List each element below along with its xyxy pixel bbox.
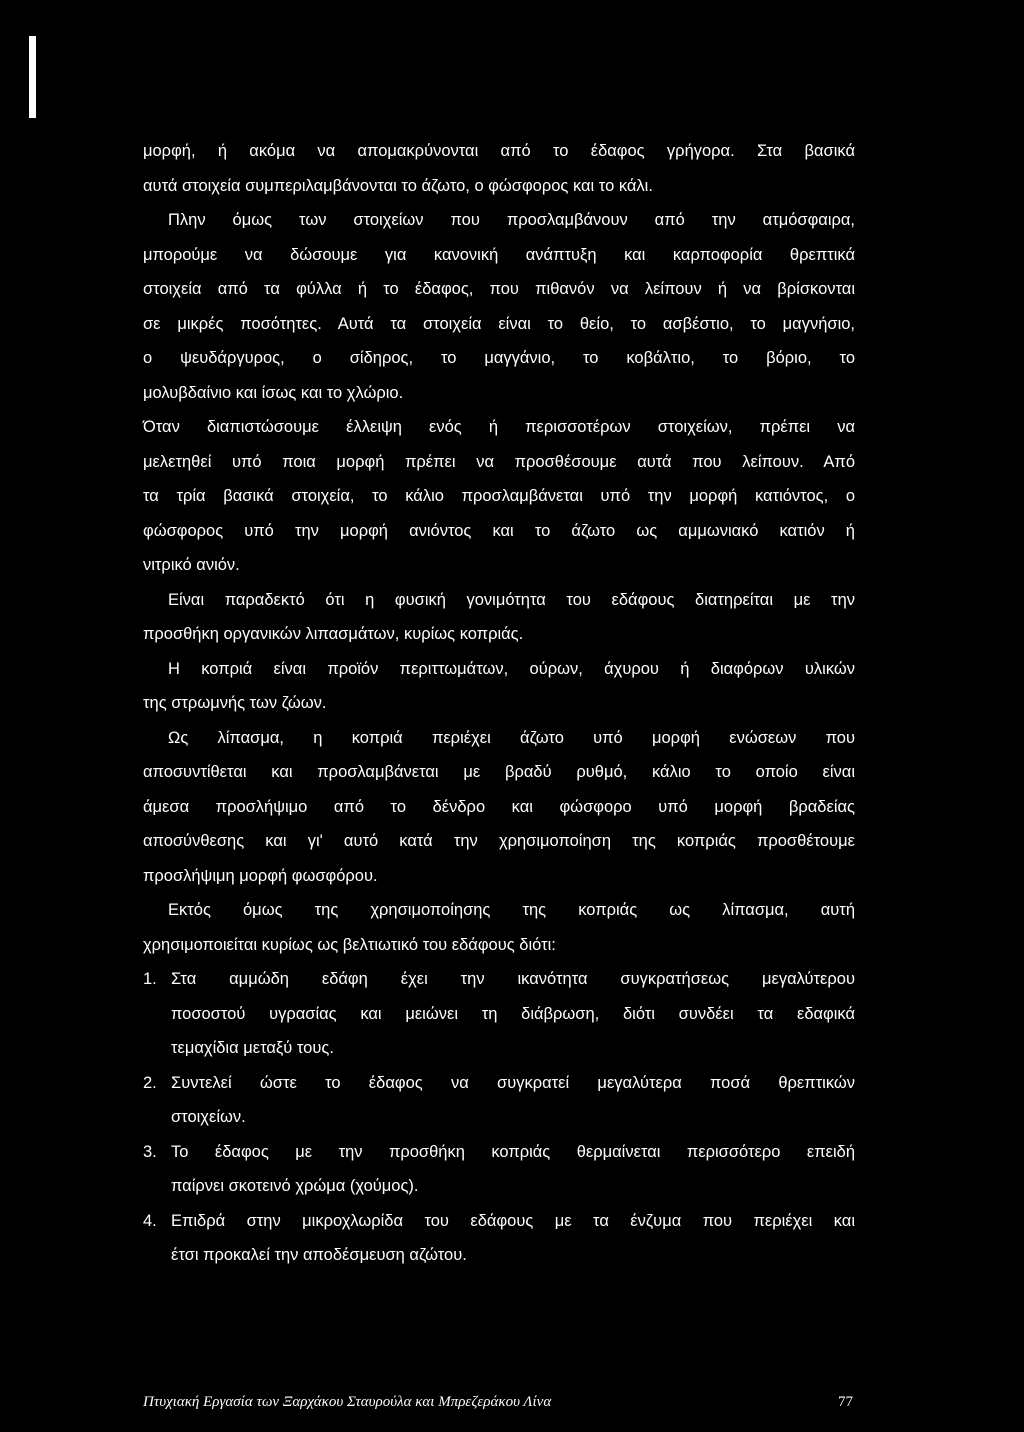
text-line: τα τρία βασικά στοιχεία, το κάλιο προσλαμβάνεται υπό την μορφή κατιόντος, ο: [143, 487, 855, 505]
text-line: προσθήκη οργανικών λιπασμάτων, κυρίως κοπριάς.: [143, 625, 524, 643]
list-number: 1.: [143, 970, 157, 988]
text-line: Πλην όμως των στοιχείων που προσλαμβάνουν από την ατμόσφαιρα,: [168, 211, 855, 229]
text-line: νιτρικό ανιόν.: [143, 556, 240, 574]
list-number: 2.: [143, 1073, 157, 1092]
text-line: αυτά στοιχεία συμπεριλαμβάνονται το άζωτο, ο φώσφορος και το κάλι.: [143, 176, 653, 195]
page-number: 77: [838, 1394, 853, 1410]
text-line: αποσυντίθεται και προσλαμβάνεται με βραδύ ρυθμό, κάλιο το οποίο είναι: [143, 763, 855, 781]
text-line: Η κοπριά είναι προϊόν περιττωμάτων, ούρων, άχυρου ή διαφόρων υλικών: [168, 659, 855, 678]
list-text-line: Στα αμμώδη εδάφη έχει την ικανότητα συγκρατήσεως μεγαλύτερου: [171, 970, 855, 988]
list-number: 4.: [143, 1211, 157, 1230]
text-line: Όταν διαπιστώσουμε έλλειψη ενός ή περισσοτέρων στοιχείων, πρέπει να: [143, 418, 855, 436]
text-line: Είναι παραδεκτό ότι η φυσική γονιμότητα του εδάφους διατηρείται με την: [168, 590, 855, 609]
list-item: [143, 1204, 855, 1273]
list-text-line: ποσοστού υγρασίας και μειώνει τη διάβρωση, διότι συνδέει τα εδαφικά: [171, 1004, 855, 1023]
text-line: στοιχεία από τα φύλλα ή το έδαφος, που πιθανόν να λείπουν ή να βρίσκονται: [143, 280, 855, 298]
list-text-line: Επιδρά στην μικροχλωρίδα του εδάφους με τα ένζυμα που περιέχει και: [171, 1211, 855, 1230]
list-item: [143, 1066, 855, 1135]
text-line: φώσφορος υπό την μορφή ανιόντος και το άζωτο ως αμμωνιακό κατιόν ή: [143, 521, 855, 540]
text-line: της στρωμνής των ζώων.: [143, 694, 327, 712]
document-body: [143, 134, 855, 1273]
list-text-line: παίρνει σκοτεινό χρώμα (χούμος).: [171, 1177, 419, 1195]
scan-edge-bar: [29, 36, 36, 118]
text-line: αποσύνθεσης και γι' αυτό κατά την χρησιμοποίηση της κοπριάς προσθέτουμε: [143, 832, 855, 850]
text-line: μπορούμε να δώσουμε για κανονική ανάπτυξη και καρποφορία θρεπτικά: [143, 245, 855, 264]
text-line: σε μικρές ποσότητες. Αυτά τα στοιχεία είναι το θείο, το ασβέστιο, το μαγνήσιο,: [143, 314, 855, 333]
text-line: μολυβδαίνιο και ίσως και το χλώριο.: [143, 383, 404, 402]
text-line: προσλήψιμη μορφή φωσφόρου.: [143, 866, 378, 885]
list-item: [143, 1135, 855, 1204]
footer-caption: Πτυχιακή Εργασία των Ξαρχάκου Σταυρούλα και Μπρεζεράκου Λίνα: [143, 1394, 552, 1410]
list-text-line: έτσι προκαλεί την αποδέσμευση αζώτου.: [171, 1246, 467, 1264]
list-text-line: στοιχείων.: [171, 1108, 246, 1126]
list-text-line: Το έδαφος με την προσθήκη κοπριάς θερμαίνεται περισσότερο επειδή: [171, 1142, 855, 1161]
text-line: ο ψευδάργυρος, ο σίδηρος, το μαγγάνιο, το κοβάλτιο, το βόριο, το: [143, 349, 855, 367]
text-line: χρησιμοποιείται κυρίως ως βελτιωτικό του εδάφους διότι:: [143, 935, 556, 954]
text-line: άμεσα προσλήψιμο από το δένδρο και φώσφορο υπό μορφή βραδείας: [143, 797, 855, 816]
text-line: Ως λίπασμα, η κοπριά περιέχει άζωτο υπό μορφή ενώσεων που: [168, 728, 855, 747]
list-text-line: Συντελεί ώστε το έδαφος να συγκρατεί μεγαλύτερα ποσά θρεπτικών: [171, 1073, 855, 1092]
text-line: μορφή, ή ακόμα να απομακρύνονται από το έδαφος γρήγορα. Στα βασικά: [143, 142, 855, 160]
list-item: [143, 962, 855, 1066]
list-number: 3.: [143, 1142, 157, 1161]
page-footer: [143, 1392, 855, 1412]
text-line: μελετηθεί υπό ποια μορφή πρέπει να προσθέσουμε αυτά που λείπουν. Από: [143, 452, 855, 471]
text-line: Εκτός όμως της χρησιμοποίησης της κοπριάς ως λίπασμα, αυτή: [168, 901, 855, 919]
list-text-line: τεμαχίδια μεταξύ τους.: [171, 1039, 334, 1057]
